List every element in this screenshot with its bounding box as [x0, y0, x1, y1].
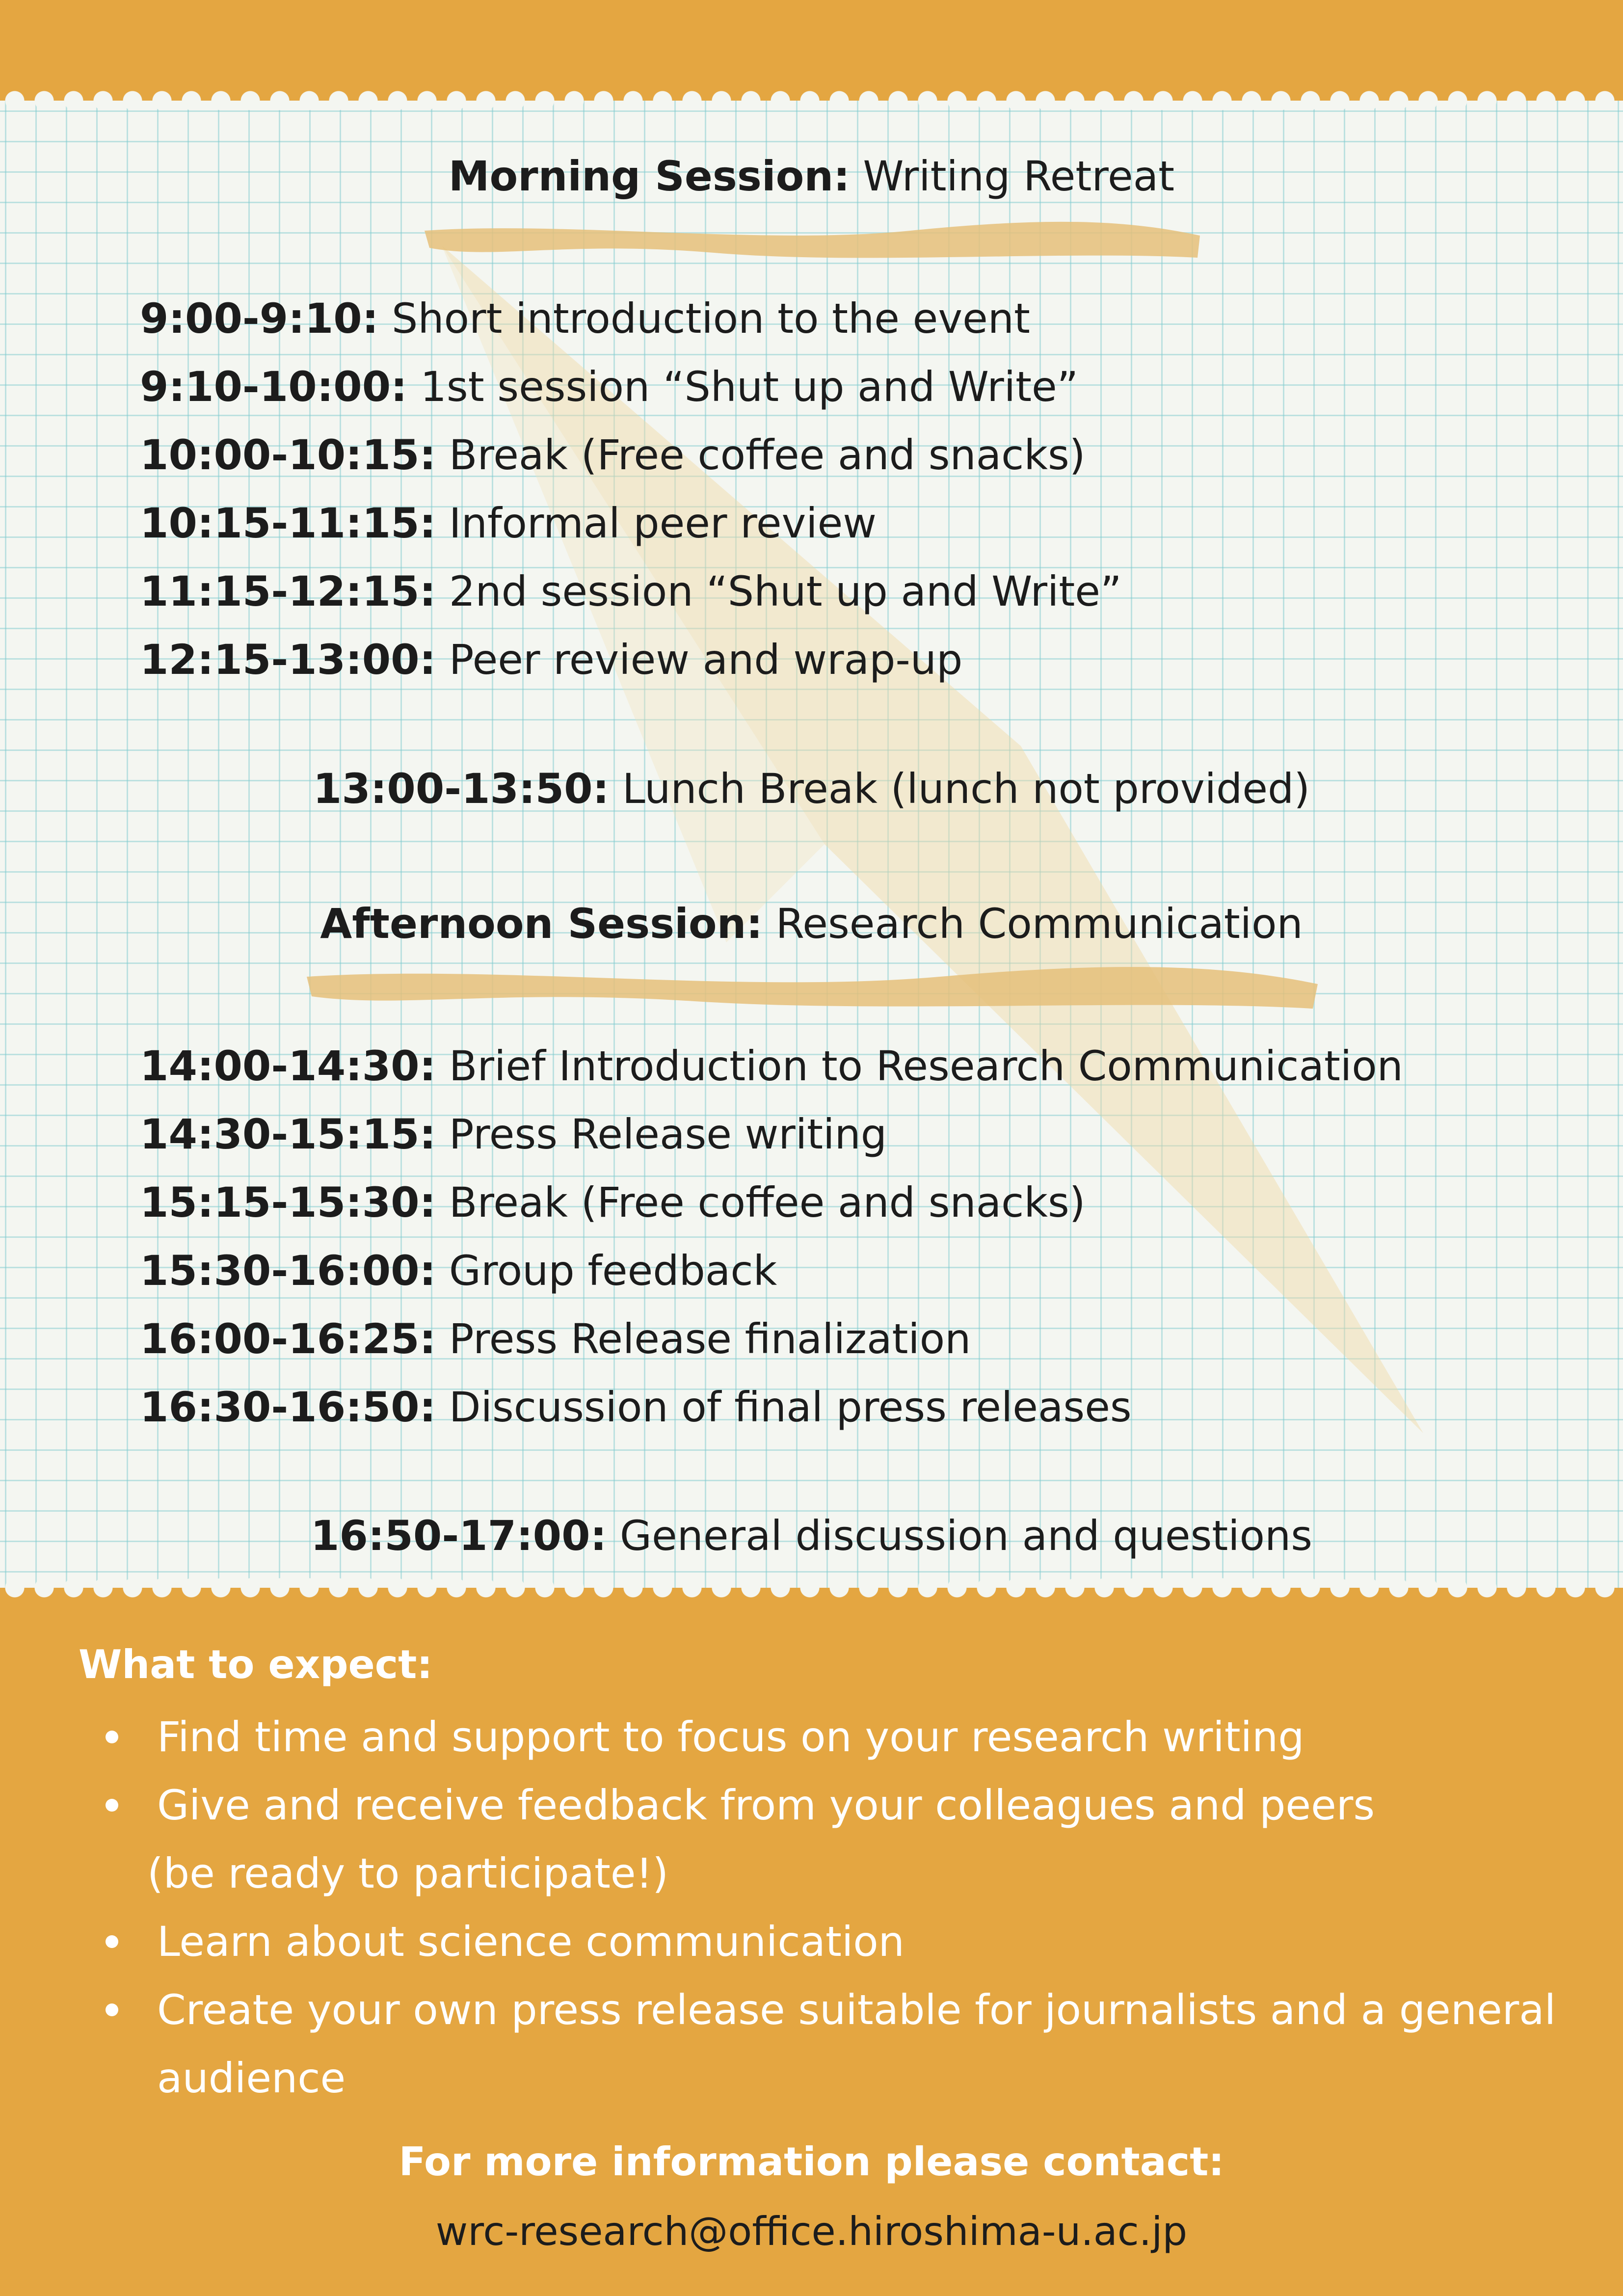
lunch-break-line	[0, 765, 1623, 813]
schedule-item	[140, 626, 1122, 694]
bullet-icon	[106, 1935, 118, 1948]
schedule-activity: Brief Introduction to Research Communication	[436, 1042, 1403, 1090]
schedule-item	[140, 1100, 1403, 1169]
schedule-activity: 1st session “Shut up and Write”	[407, 363, 1079, 411]
schedule-item	[140, 1237, 1403, 1305]
scalloped-edge-bottom	[0, 1577, 1623, 1599]
schedule-activity: Informal peer review	[436, 499, 877, 547]
expect-item-text: Find time and support to focus on your research writing	[157, 1713, 1304, 1761]
closing-text: General discussion and questions	[607, 1512, 1313, 1560]
bullet-icon	[106, 1731, 118, 1743]
schedule-activity: Press Release finalization	[436, 1315, 971, 1363]
schedule-time: 9:10-10:00:	[140, 363, 407, 411]
schedule-activity: Short introduction to the event	[378, 294, 1030, 343]
schedule-activity: Press Release writing	[436, 1110, 887, 1158]
expect-item-text: Create your own press release suitable for journalists and a general	[157, 1986, 1556, 2034]
afternoon-heading-title: Research Communication	[762, 900, 1303, 948]
scalloped-edge-top	[0, 90, 1623, 111]
schedule-item	[140, 421, 1122, 489]
morning-schedule-list	[140, 285, 1122, 694]
brush-stroke-underline-morning	[420, 211, 1205, 270]
lunch-text: Lunch Break (lunch not provided)	[609, 765, 1310, 813]
brush-stroke-underline-afternoon	[302, 955, 1323, 1018]
schedule-activity: Break (Free coffee and snacks)	[436, 431, 1086, 479]
schedule-item	[140, 489, 1122, 558]
schedule-time: 9:00-9:10:	[140, 294, 379, 343]
expect-item-continuation: audience	[157, 2054, 346, 2102]
schedule-activity: Peer review and wrap-up	[436, 636, 963, 684]
afternoon-schedule-list	[140, 1032, 1403, 1442]
schedule-time: 16:00-16:25:	[140, 1315, 436, 1363]
expect-item	[106, 1908, 1556, 1976]
closing-discussion-line	[0, 1512, 1623, 1560]
expect-item	[106, 1771, 1556, 1908]
lunch-time: 13:00-13:50:	[313, 765, 610, 813]
morning-session-heading	[0, 152, 1623, 200]
expect-item	[106, 1976, 1556, 2112]
schedule-item	[140, 1305, 1403, 1373]
schedule-time: 14:30-15:15:	[140, 1110, 436, 1158]
schedule-time: 14:00-14:30:	[140, 1042, 436, 1090]
afternoon-session-heading	[0, 900, 1623, 948]
schedule-item	[140, 285, 1122, 353]
bullet-icon	[106, 2003, 118, 2016]
schedule-time: 12:15-13:00:	[140, 636, 436, 684]
schedule-activity: Group feedback	[436, 1247, 777, 1295]
contact-heading: For more information please contact:	[399, 2139, 1224, 2185]
bullet-icon	[106, 1799, 118, 1812]
contact-email-link[interactable]: wrc-research@office.hiroshima-u.ac.jp	[435, 2209, 1188, 2254]
morning-heading-label: Morning Session:	[448, 152, 850, 200]
schedule-time: 16:30-16:50:	[140, 1383, 436, 1431]
expect-item-text: Learn about science communication	[157, 1918, 905, 1966]
afternoon-heading-label: Afternoon Session:	[320, 900, 763, 948]
expect-list	[106, 1703, 1556, 2112]
schedule-item	[140, 1169, 1403, 1237]
schedule-time: 10:15-11:15:	[140, 499, 436, 547]
closing-time: 16:50-17:00:	[310, 1512, 607, 1560]
schedule-item	[140, 1373, 1403, 1442]
schedule-item	[140, 353, 1122, 421]
expect-heading: What to expect:	[79, 1642, 433, 1687]
morning-heading-title: Writing Retreat	[850, 152, 1175, 200]
schedule-activity: Break (Free coffee and snacks)	[436, 1178, 1086, 1227]
schedule-time: 10:00-10:15:	[140, 431, 436, 479]
expect-item-text: Give and receive feedback from your colleagues and peers	[157, 1781, 1375, 1829]
schedule-time: 15:15-15:30:	[140, 1178, 436, 1227]
expect-item	[106, 1703, 1556, 1771]
schedule-time: 11:15-12:15:	[140, 567, 436, 615]
schedule-activity: Discussion of final press releases	[436, 1383, 1132, 1431]
expect-item-continuation: (be ready to participate!)	[147, 1849, 669, 1897]
schedule-item	[140, 1032, 1403, 1100]
schedule-time: 15:30-16:00:	[140, 1247, 436, 1295]
schedule-activity: 2nd session “Shut up and Write”	[436, 567, 1122, 615]
schedule-item	[140, 558, 1122, 626]
